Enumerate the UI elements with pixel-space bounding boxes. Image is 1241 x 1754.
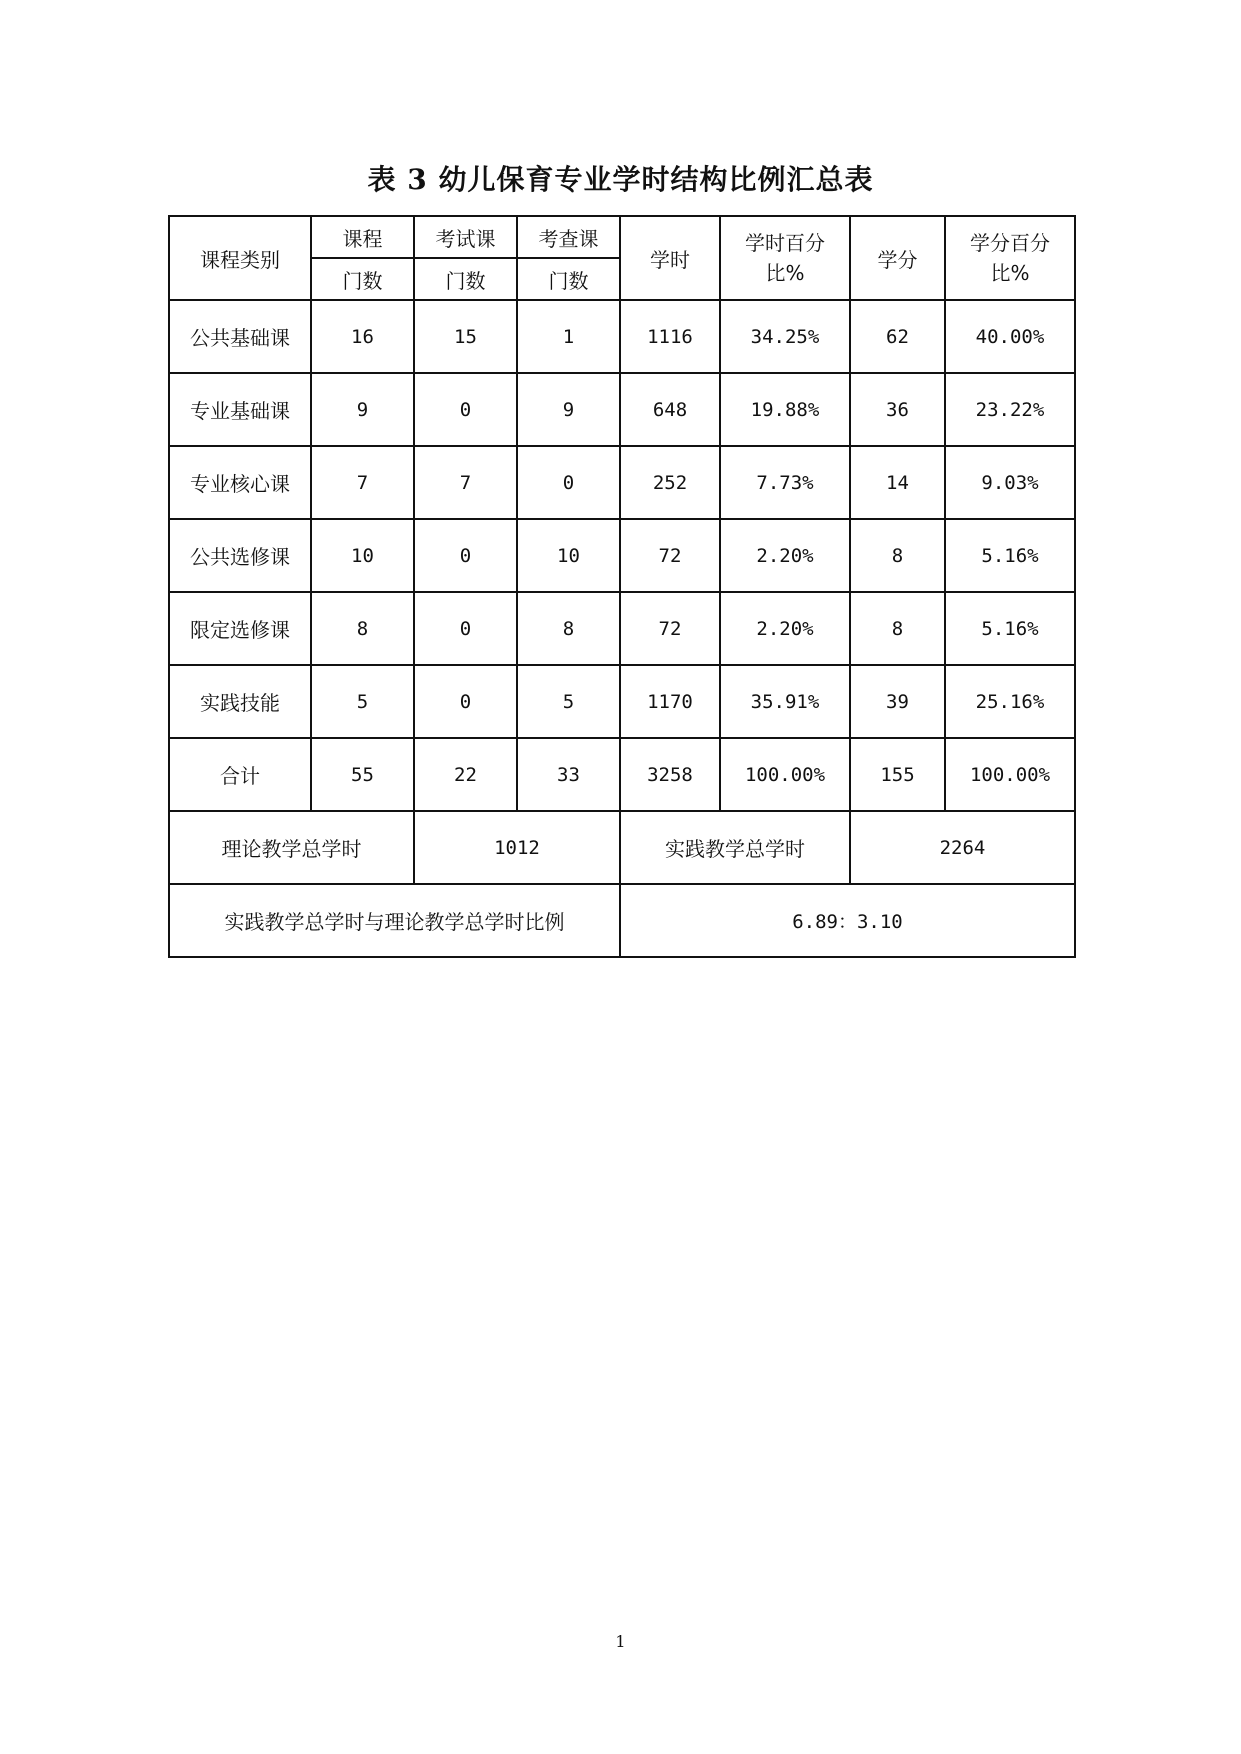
cell-category: 公共基础课 — [169, 300, 311, 373]
header-hours-pct — [720, 216, 850, 300]
header-credits-pct-line2: 比% — [990, 261, 1030, 285]
cell-hours-pct: 2.20% — [720, 592, 850, 665]
cell-credits: 39 — [850, 665, 945, 738]
table-row — [169, 446, 1075, 519]
cell-category: 限定选修课 — [169, 592, 311, 665]
cell-credits: 62 — [850, 300, 945, 373]
cell-category: 合计 — [169, 738, 311, 811]
cell-exam: 22 — [414, 738, 517, 811]
cell-check: 1 — [517, 300, 620, 373]
cell-hours: 1116 — [620, 300, 720, 373]
table-row — [169, 665, 1075, 738]
header-hours: 学时 — [620, 216, 720, 300]
theory-practice-row — [169, 811, 1075, 884]
table-row — [169, 592, 1075, 665]
cell-hours: 252 — [620, 446, 720, 519]
header-exam-bottom: 门数 — [414, 258, 517, 300]
cell-courses: 10 — [311, 519, 414, 592]
cell-exam: 0 — [414, 519, 517, 592]
cell-credits-pct: 5.16% — [945, 519, 1075, 592]
cell-credits-pct: 100.00% — [945, 738, 1075, 811]
cell-hours: 3258 — [620, 738, 720, 811]
header-check-top: 考查课 — [517, 216, 620, 258]
ratio-value: 6.89：3.10 — [620, 884, 1075, 957]
cell-exam: 15 — [414, 300, 517, 373]
header-exam-top: 考试课 — [414, 216, 517, 258]
ratio-row — [169, 884, 1075, 957]
cell-category: 实践技能 — [169, 665, 311, 738]
summary-table — [168, 215, 1076, 958]
cell-hours-pct: 2.20% — [720, 519, 850, 592]
cell-hours-pct: 35.91% — [720, 665, 850, 738]
cell-category: 公共选修课 — [169, 519, 311, 592]
cell-credits-pct: 25.16% — [945, 665, 1075, 738]
header-credits-pct — [945, 216, 1075, 300]
practice-hours-value: 2264 — [850, 811, 1075, 884]
cell-category: 专业基础课 — [169, 373, 311, 446]
table-row — [169, 373, 1075, 446]
cell-hours: 648 — [620, 373, 720, 446]
cell-check: 33 — [517, 738, 620, 811]
cell-credits-pct: 9.03% — [945, 446, 1075, 519]
header-credits: 学分 — [850, 216, 945, 300]
cell-credits-pct: 40.00% — [945, 300, 1075, 373]
cell-category: 专业核心课 — [169, 446, 311, 519]
cell-credits: 8 — [850, 592, 945, 665]
ratio-label: 实践教学总学时与理论教学总学时比例 — [169, 884, 620, 957]
cell-courses: 5 — [311, 665, 414, 738]
header-credits-pct-line1: 学分百分 — [970, 231, 1050, 255]
cell-credits-pct: 5.16% — [945, 592, 1075, 665]
cell-hours: 72 — [620, 519, 720, 592]
cell-credits: 155 — [850, 738, 945, 811]
cell-exam: 7 — [414, 446, 517, 519]
cell-courses: 8 — [311, 592, 414, 665]
theory-hours-value: 1012 — [414, 811, 620, 884]
cell-courses: 55 — [311, 738, 414, 811]
cell-check: 0 — [517, 446, 620, 519]
cell-check: 5 — [517, 665, 620, 738]
cell-hours-pct: 34.25% — [720, 300, 850, 373]
cell-credits: 14 — [850, 446, 945, 519]
header-category: 课程类别 — [169, 216, 311, 300]
cell-credits: 36 — [850, 373, 945, 446]
cell-credits: 8 — [850, 519, 945, 592]
cell-courses: 9 — [311, 373, 414, 446]
cell-hours-pct: 19.88% — [720, 373, 850, 446]
header-courses-top: 课程 — [311, 216, 414, 258]
cell-check: 9 — [517, 373, 620, 446]
header-courses-bottom: 门数 — [311, 258, 414, 300]
theory-hours-label: 理论教学总学时 — [169, 811, 414, 884]
cell-check: 8 — [517, 592, 620, 665]
total-row — [169, 738, 1075, 811]
page-title: 表 3 幼儿保育专业学时结构比例汇总表 — [367, 163, 874, 196]
header-row-top — [169, 216, 1075, 258]
page-number: 1 — [615, 1632, 626, 1651]
cell-hours-pct: 100.00% — [720, 738, 850, 811]
cell-credits-pct: 23.22% — [945, 373, 1075, 446]
cell-hours: 72 — [620, 592, 720, 665]
header-hours-pct-line2: 比% — [765, 261, 805, 285]
cell-exam: 0 — [414, 592, 517, 665]
table-row — [169, 519, 1075, 592]
header-check-bottom: 门数 — [517, 258, 620, 300]
cell-hours-pct: 7.73% — [720, 446, 850, 519]
cell-courses: 7 — [311, 446, 414, 519]
cell-check: 10 — [517, 519, 620, 592]
practice-hours-label: 实践教学总学时 — [620, 811, 850, 884]
cell-exam: 0 — [414, 373, 517, 446]
table-row — [169, 300, 1075, 373]
cell-courses: 16 — [311, 300, 414, 373]
cell-hours: 1170 — [620, 665, 720, 738]
header-hours-pct-line1: 学时百分 — [745, 231, 825, 255]
cell-exam: 0 — [414, 665, 517, 738]
